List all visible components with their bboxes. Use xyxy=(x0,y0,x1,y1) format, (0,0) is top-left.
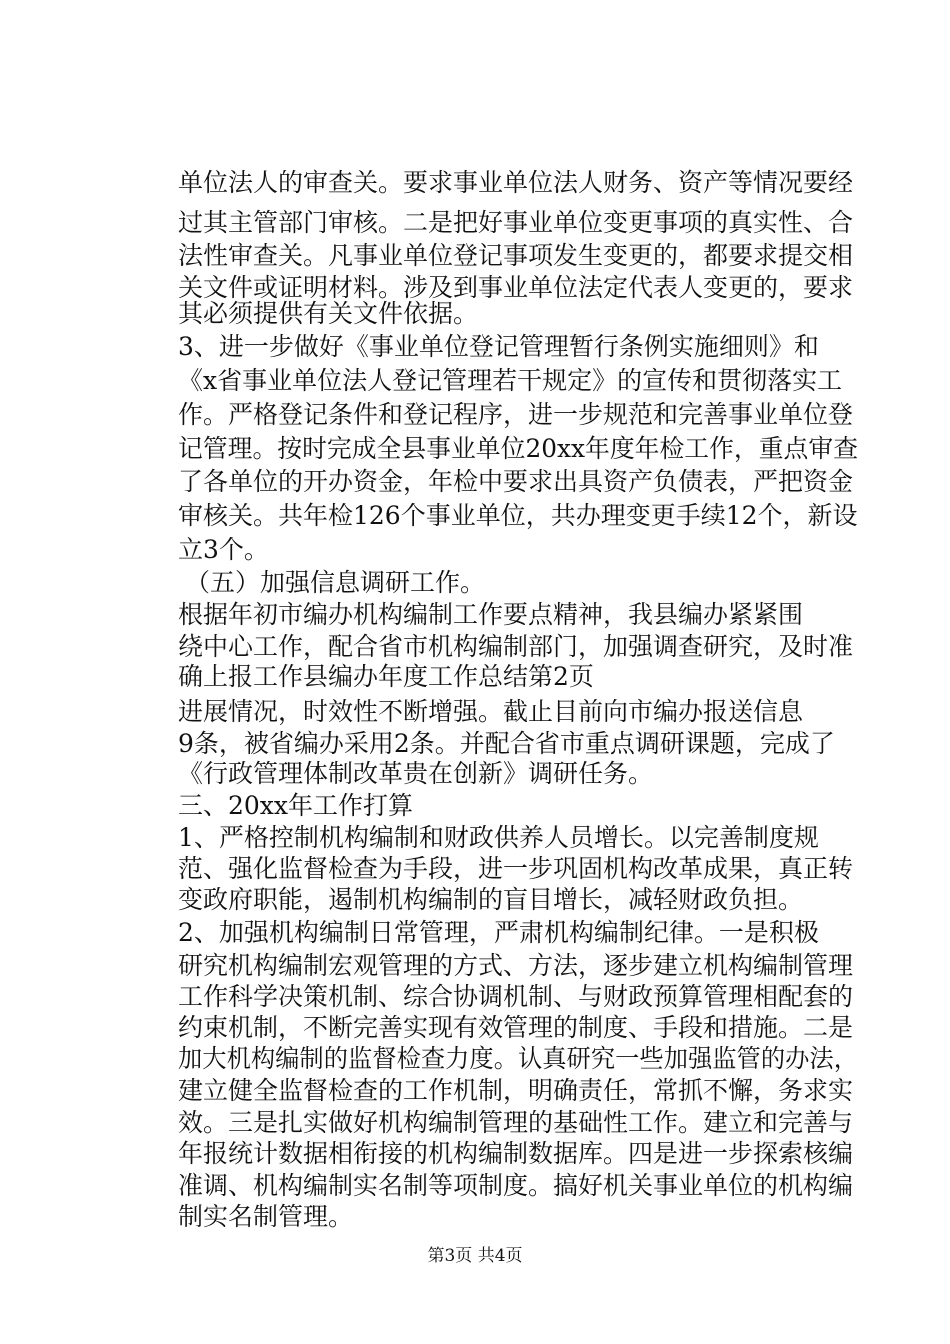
text-line: 2、加强机构编制日常管理，严肃机构编制纪律。一是积极 xyxy=(178,918,819,947)
text-line: 根据年初市编办机构编制工作要点精神，我县编办紧紧围 xyxy=(178,600,804,629)
text-line: 绕中心工作，配合省市机构编制部门，加强调查研究，及时准 xyxy=(178,632,854,661)
text-line: 法性审查关。凡事业单位登记事项发生变更的，都要求提交相 xyxy=(178,241,854,270)
text-line: 记管理。按时完成全县事业单位20xx年度年检工作，重点审查 xyxy=(178,434,859,463)
text-line: 加大机构编制的监督检查力度。认真研究一些加强监管的办法， xyxy=(178,1044,858,1073)
text-line: 审核关。共年检126个事业单位，共办理变更手续12个，新设 xyxy=(178,501,858,530)
text-line: 1、严格控制机构编制和财政供养人员增长。以完善制度规 xyxy=(178,823,819,852)
section-heading: （五）加强信息调研工作。 xyxy=(185,568,486,597)
text-line: 确上报工作县编办年度工作总结第2页 xyxy=(178,662,594,691)
text-line: 了各单位的开办资金，年检中要求出具资产负债表，严把资金 xyxy=(178,467,854,496)
text-line: 《x省事业单位法人登记管理若干规定》的宣传和贯彻落实工 xyxy=(178,366,843,395)
text-line: 制实名制管理。 xyxy=(178,1202,354,1231)
text-line: 准调、机构编制实名制等项制度。搞好机关事业单位的机构编 xyxy=(178,1171,854,1200)
text-line: 其必须提供有关文件依据。 xyxy=(178,299,479,328)
text-line: 研究机构编制宏观管理的方式、方法，逐步建立机构编制管理 xyxy=(178,951,854,980)
text-line: 效。三是扎实做好机构编制管理的基础性工作。建立和完善与 xyxy=(178,1108,854,1137)
text-line: 单位法人的审查关。要求事业单位法人财务、资产等情况要经 xyxy=(178,168,854,197)
text-line: 范、强化监督检查为手段，进一步巩固机构改革成果，真正转 xyxy=(178,854,854,883)
text-line: 变政府职能，遏制机构编制的盲目增长，减轻财政负担。 xyxy=(178,885,804,914)
text-line: 进展情况，时效性不断增强。截止目前向市编办报送信息 xyxy=(178,697,804,726)
section-heading: 三、20xx年工作打算 xyxy=(178,791,414,820)
text-line: 作。严格登记条件和登记程序，进一步规范和完善事业单位登 xyxy=(178,400,854,429)
page-number-footer: 第3页 共4页 xyxy=(427,1246,523,1266)
text-line: 年报统计数据相衔接的机构编制数据库。四是进一步探索核编 xyxy=(178,1139,854,1168)
text-line: 立3个。 xyxy=(178,535,269,564)
text-line: 过其主管部门审核。二是把好事业单位变更事项的真实性、合 xyxy=(178,208,854,237)
text-line: 关文件或证明材料。涉及到事业单位法定代表人变更的，要求 xyxy=(178,273,854,302)
text-line: 工作科学决策机制、综合协调机制、与财政预算管理相配套的 xyxy=(178,982,854,1011)
text-line: 《行政管理体制改革贵在创新》调研任务。 xyxy=(178,759,654,788)
text-line: 9条，被省编办采用2条。并配合省市重点调研课题，完成了 xyxy=(178,729,835,758)
text-line: 建立健全监督检查的工作机制，明确责任，常抓不懈，务求实 xyxy=(178,1076,854,1105)
text-line: 约束机制，不断完善实现有效管理的制度、手段和措施。二是 xyxy=(178,1013,854,1042)
text-line: 3、进一步做好《事业单位登记管理暂行条例实施细则》和 xyxy=(178,332,819,361)
